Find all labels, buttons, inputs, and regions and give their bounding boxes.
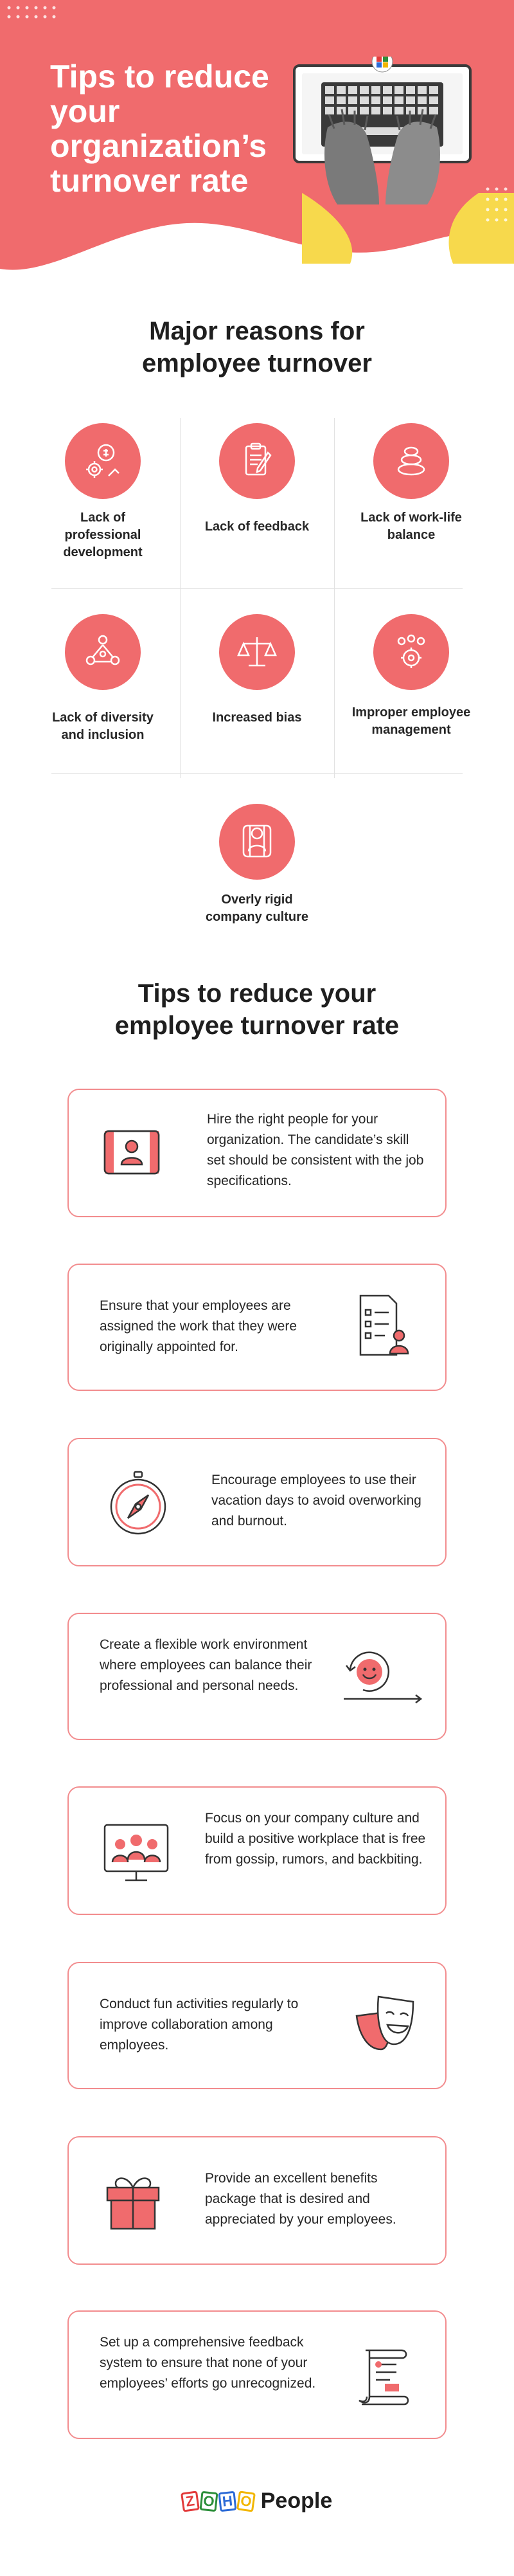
tip-text: Provide an excellent benefits package that is desired and appreciated by your employees.: [205, 2171, 396, 2227]
flexible-smile-icon: [337, 1647, 427, 1709]
hero-banner: [0, 0, 514, 283]
tip-card: [67, 1962, 447, 2089]
reason-label: Improper employee management: [351, 705, 471, 737]
logo-letter: H: [218, 2490, 236, 2512]
logo-letter: O: [199, 2490, 218, 2512]
logo-letter: Z: [181, 2490, 200, 2512]
decorative-dots: [6, 5, 64, 22]
tip-card: [67, 1089, 447, 1217]
scale-icon: [219, 614, 295, 690]
reasons-heading: Major reasons for employee turnover: [142, 317, 372, 377]
reason-label: Overly rigid company culture: [205, 893, 309, 924]
team-gear-icon: [373, 614, 449, 690]
tip-text: Focus on your company culture and build a positive workplace that is free from gossip, rumors, and backbiting.: [205, 1811, 426, 1867]
logo-letter: O: [236, 2490, 256, 2512]
grid-divider: [51, 588, 463, 589]
reason-item: [350, 614, 472, 739]
tip-card: [67, 1613, 447, 1740]
tip-text: Ensure that your employees are assigned the work that they were originally appointed for.: [100, 1298, 297, 1354]
task-checklist-icon: [351, 1291, 416, 1365]
decorative-dots: [485, 186, 511, 231]
tip-text: Set up a comprehensive feedback system to ensure that none of your employees’ efforts go unrecognized.: [100, 2335, 316, 2391]
grid-divider: [51, 773, 463, 774]
tip-text: Hire the right people for your organization. The candidate’s skill set should be consistent with the job specifications.: [207, 1112, 424, 1188]
compass-icon: [106, 1468, 170, 1542]
career-growth-icon: [65, 423, 141, 499]
theater-masks-icon: [350, 1990, 421, 2064]
tip-card: [67, 1438, 447, 1566]
reason-label: Lack of diversity and inclusion: [52, 711, 154, 742]
reason-label: Lack of feedback: [204, 520, 310, 534]
tip-text: Conduct fun activities regularly to improve collaboration among employees.: [100, 1997, 299, 2053]
stacked-stones-icon: [373, 423, 449, 499]
reason-label: Lack of professional development: [63, 511, 143, 559]
reason-item: [196, 614, 318, 727]
zoho-logo: [182, 2492, 254, 2511]
brand-logo: [0, 2489, 514, 2514]
reason-label: Increased bias: [212, 711, 302, 725]
reason-item: [42, 423, 164, 561]
scroll-icon: [350, 2341, 414, 2415]
tip-card: [67, 2310, 447, 2439]
reason-item: [196, 804, 318, 926]
candidate-id-icon: [100, 1123, 164, 1184]
tips-heading: Tips to reduce your employee turnover rate: [114, 979, 400, 1040]
grid-divider: [334, 418, 335, 778]
reason-label: Lack of work-life balance: [360, 511, 462, 542]
tip-card: [67, 2136, 447, 2265]
clipboard-pen-icon: [219, 423, 295, 499]
reason-item: [196, 423, 318, 536]
hero-title: Tips to reduce your organization’s turnover rate: [50, 59, 269, 199]
product-name: People: [260, 2489, 333, 2513]
tip-card: [67, 1264, 447, 1391]
team-board-icon: [101, 1820, 172, 1887]
tip-text: Create a flexible work environment where employees can balance their professional and personal needs.: [100, 1637, 312, 1693]
tip-text: Encourage employees to use their vacation days to avoid overworking and burnout.: [211, 1473, 421, 1528]
tip-card: [67, 1786, 447, 1915]
locked-person-icon: [219, 804, 295, 880]
grid-divider: [180, 418, 181, 778]
gift-box-icon: [101, 2170, 165, 2237]
people-network-icon: [65, 614, 141, 690]
reason-item: [350, 423, 472, 544]
reason-item: [42, 614, 164, 744]
